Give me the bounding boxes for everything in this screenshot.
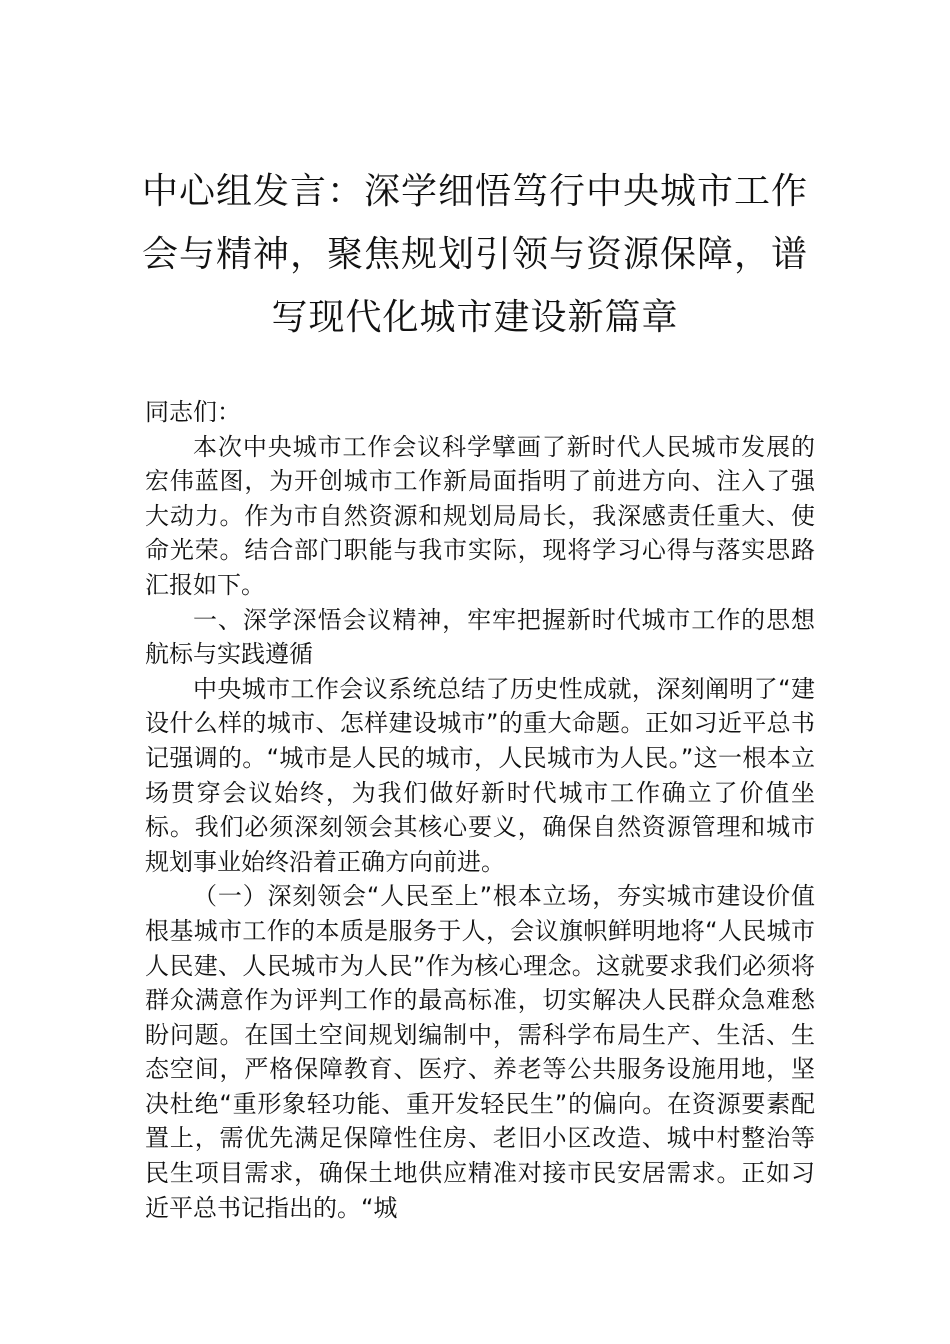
title-line-2: 会与精神，聚焦规划引领与资源保障，谱 [141,234,808,275]
document-title [140,160,810,349]
title-line-3: 写现代化城市建设新篇章 [271,297,679,338]
title-line-1: 中心组发言：深学细悟笃行中央城市工作 [141,171,808,212]
paragraph-subsection-1: （一）深刻领会“人民至上”根本立场，夯实城市建设价值根基城市工作的本质是服务于人，会议旗帜鲜明地将“人民城市人民建、人民城市为人民”作为核心理念。这就要求我们必须将群众满意作为评判工作的最高标准，切实解决人民群众急难愁盼问题。在国土空间规划编制中，需科学布局生产、生活、生态空间，严格保障教育、医疗、养老等公共服务设施用地，坚决杜绝“重形象轻功能、重开发轻民生”的偏向。在资源要素配置上，需优先满足保障性住房、老旧小区改造、城中村整治等民生项目需求，确保土地供应精准对接市民安居需求。正如习近平总书记指出的。“城 [145,882,815,1222]
paragraph-section-1: 中央城市工作会议系统总结了历史性成就，深刻阐明了“建设什么样的城市、怎样建设城市”的重大命题。正如习近平总书记强调的。“城市是人民的城市，人民城市为人民。”这一根本立场贯穿会议始终，为我们做好新时代城市工作确立了价值坐标。我们必须深刻领会其核心要义，确保自然资源管理和城市规划事业始终沿着正确方向前进。 [145,674,815,876]
section-heading-1: 一、深学深悟会议精神，牢牢把握新时代城市工作的思想航标与实践遵循 [145,605,815,669]
paragraph-intro: 本次中央城市工作会议科学擘画了新时代人民城市发展的宏伟蓝图，为开创城市工作新局面指明了前进方向、注入了强大动力。作为市自然资源和规划局局长，我深感责任重大、使命光荣。结合部门职能与我市实际，现将学习心得与落实思路汇报如下。 [145,432,815,599]
document-body [145,395,815,1225]
salutation: 同志们： [145,398,241,426]
